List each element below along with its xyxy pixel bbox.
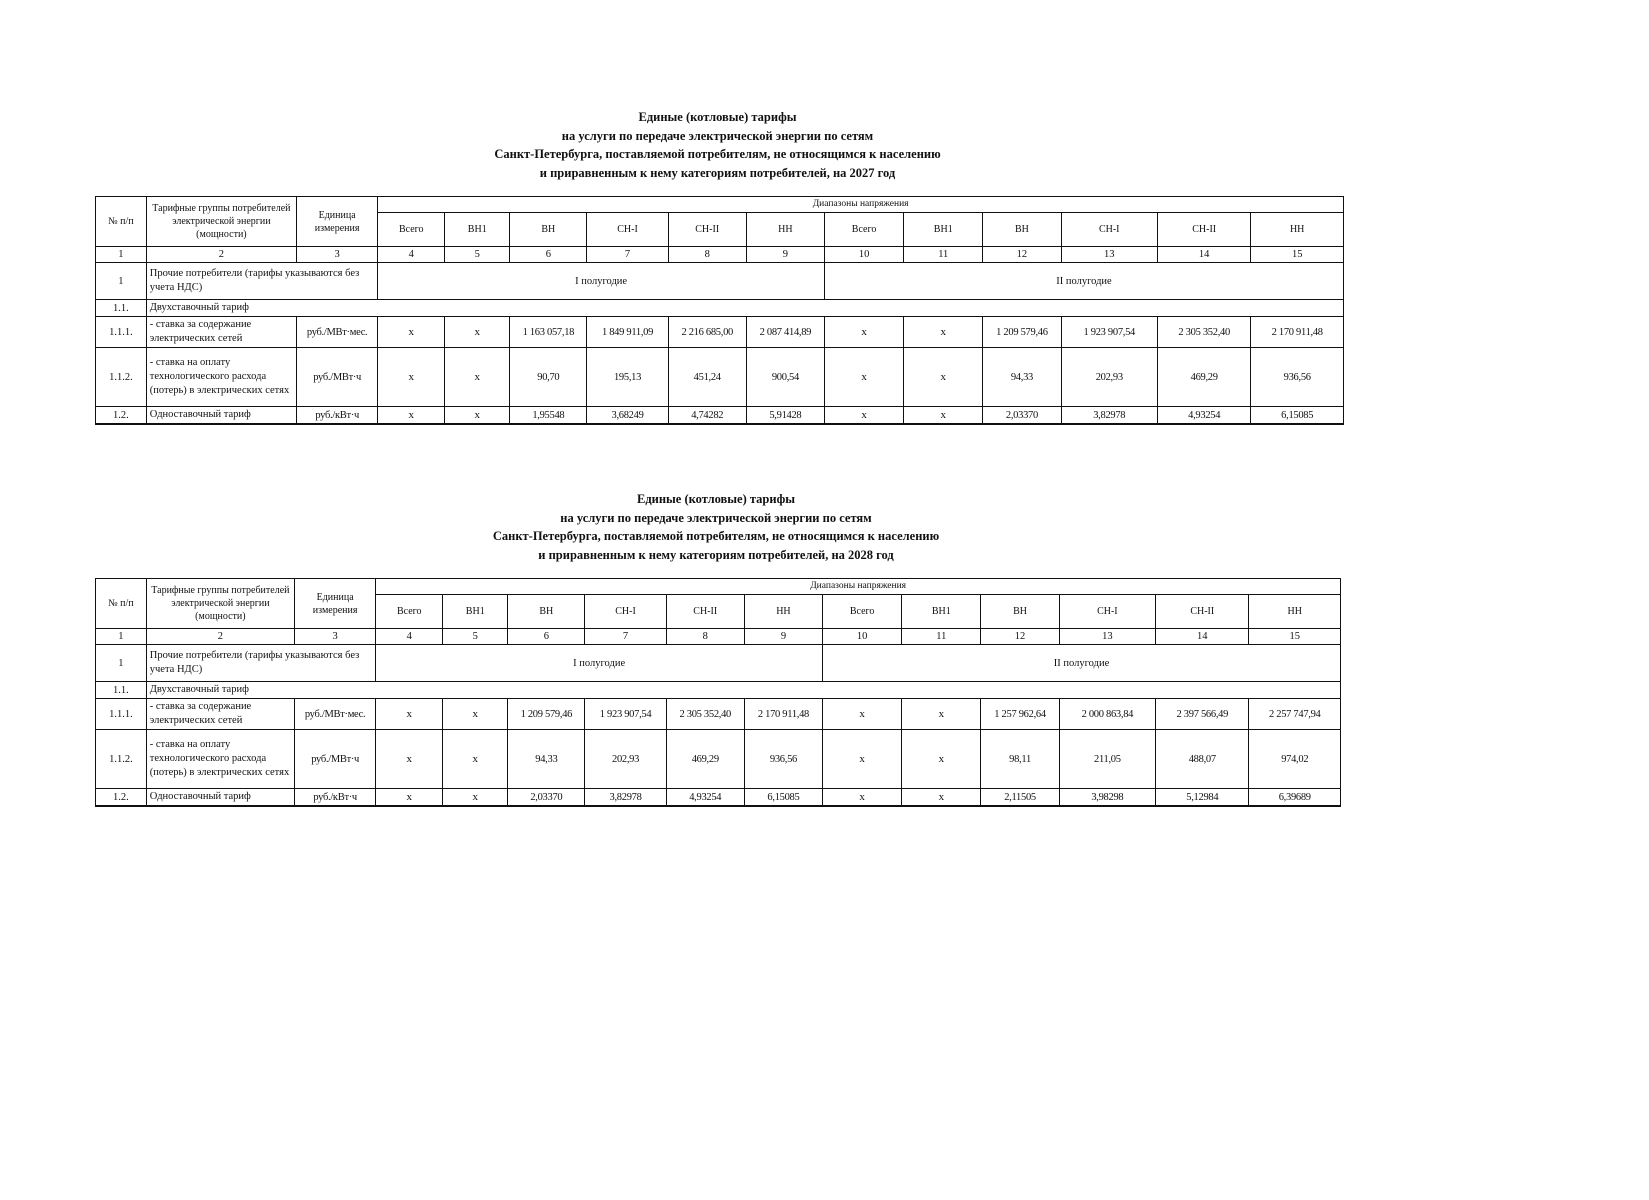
value-cell: 936,56 [744,730,822,789]
value-cell: х [445,317,510,348]
value-cell: 6,39689 [1249,789,1341,807]
value-cell: 5,91428 [746,407,824,425]
value-cell: 3,82978 [585,789,666,807]
row-consumers-label: Прочие потребители (тарифы указываются без учета НДС) [146,645,375,682]
header-voltage-ranges: Диапазоны напряжения [376,579,1341,595]
row-unit: руб./кВт·ч [295,789,376,807]
header-level: СН-II [1156,595,1249,629]
header-level: ВН [981,595,1059,629]
value-cell: х [904,317,983,348]
value-cell: 98,11 [981,730,1059,789]
half-year-1: I полугодие [378,263,825,300]
header-level: ВН [508,595,585,629]
column-number: 1 [96,629,147,645]
tariff-section-2027 [95,108,1344,425]
row-label: - ставка за содержание электрических сетей [146,317,296,348]
row-label: - ставка на оплату технологического расхода (потерь) в электрических сетях [146,348,296,407]
column-number: 6 [510,247,587,263]
header-level: СН-I [587,213,668,247]
value-cell: 3,68249 [587,407,668,425]
value-cell: х [443,699,508,730]
row-two-part-label: Двухставочный тариф [146,300,1343,317]
header-level: ВН [983,213,1061,247]
value-cell: х [378,317,445,348]
value-cell: 2 397 566,49 [1156,699,1249,730]
value-cell: х [376,789,443,807]
value-cell: 469,29 [1157,348,1250,407]
table-row [96,407,1344,425]
value-cell: 4,93254 [666,789,744,807]
value-cell: х [902,699,981,730]
value-cell: х [445,348,510,407]
value-cell: 211,05 [1059,730,1155,789]
column-number: 13 [1061,247,1157,263]
title-line: и приравненным к нему категориям потребителей, на 2027 год [539,165,896,180]
column-number: 12 [983,247,1061,263]
value-cell: 488,07 [1156,730,1249,789]
value-cell: 5,12984 [1156,789,1249,807]
tariff-section-2028 [95,490,1341,807]
column-number: 1 [96,247,147,263]
table-row [96,789,1341,807]
header-level: Всего [824,213,903,247]
title-line: Санкт-Петербурга, поставляемой потребителям, не относящимся к населению [494,147,941,161]
header-level: Всего [378,213,445,247]
value-cell: 3,82978 [1061,407,1157,425]
row-label: - ставка на оплату технологического расхода (потерь) в электрических сетях [146,730,294,789]
value-cell: 2,03370 [508,789,585,807]
title-line: на услуги по передаче электрической энергии по сетям [561,128,874,143]
table-row [96,730,1341,789]
value-cell: х [824,407,903,425]
value-cell: х [904,407,983,425]
value-cell: 1 163 057,18 [510,317,587,348]
row-label: - ставка за содержание электрических сетей [146,699,294,730]
value-cell: 2 000 863,84 [1059,699,1155,730]
value-cell: 2 087 414,89 [746,317,824,348]
value-cell: 2 170 911,48 [744,699,822,730]
header-groups: Тарифные группы потребителей электрической энергии (мощности) [146,197,296,247]
title-line: Единые (котловые) тарифы [638,110,797,124]
value-cell: 1 923 907,54 [1061,317,1157,348]
header-level: СН-I [1059,595,1155,629]
value-cell: 2 216 685,00 [668,317,746,348]
value-cell: х [823,730,902,789]
header-num: № п/п [96,579,147,629]
header-unit: Единица измерения [295,579,376,629]
header-level: ВН1 [904,213,983,247]
value-cell: х [902,730,981,789]
value-cell: 1 849 911,09 [587,317,668,348]
column-number: 10 [823,629,902,645]
column-number: 8 [666,629,744,645]
header-level: ВН1 [445,213,510,247]
header-level: НН [746,213,824,247]
row-num: 1.1. [96,300,147,317]
value-cell: 974,02 [1249,730,1341,789]
header-level: СН-II [1157,213,1250,247]
row-unit: руб./МВт·ч [297,348,378,407]
row-unit: руб./МВт·ч [295,730,376,789]
value-cell: 94,33 [983,348,1061,407]
row-unit: руб./МВт·мес. [295,699,376,730]
header-level: Всего [823,595,902,629]
value-cell: х [378,348,445,407]
table-row [96,699,1341,730]
column-number: 12 [981,629,1059,645]
value-cell: 4,74282 [668,407,746,425]
tariff-table-2028 [95,578,1341,807]
value-cell: 195,13 [587,348,668,407]
value-cell: 202,93 [585,730,666,789]
value-cell: х [904,348,983,407]
column-number: 6 [508,629,585,645]
column-number: 15 [1251,247,1344,263]
row-unit: руб./кВт·ч [297,407,378,425]
row-num: 1.1.1. [96,317,147,348]
tariff-table-2027 [95,196,1344,425]
row-label: Одноставочный тариф [146,407,296,425]
value-cell: х [824,348,903,407]
value-cell: 90,70 [510,348,587,407]
value-cell: х [824,317,903,348]
column-number: 5 [445,247,510,263]
row-num: 1.2. [96,407,147,425]
title-line: Единые (котловые) тарифы [636,492,795,506]
column-number: 8 [668,247,746,263]
column-number: 4 [376,629,443,645]
value-cell: 2,03370 [983,407,1061,425]
column-number: 11 [904,247,983,263]
value-cell: 1 257 962,64 [981,699,1059,730]
row-num: 1 [96,645,147,682]
value-cell: 2 257 747,94 [1249,699,1341,730]
column-number: 14 [1157,247,1250,263]
title-line: Санкт-Петербурга, поставляемой потребителям, не относящимся к населению [492,529,940,543]
column-number: 7 [587,247,668,263]
column-number: 5 [443,629,508,645]
column-number: 9 [744,629,822,645]
row-num: 1.1.2. [96,730,147,789]
value-cell: х [376,730,443,789]
header-groups: Тарифные группы потребителей электрической энергии (мощности) [146,579,294,629]
column-number: 15 [1249,629,1341,645]
value-cell: 451,24 [668,348,746,407]
header-level: СН-I [1061,213,1157,247]
header-level: ВН1 [902,595,981,629]
value-cell: 936,56 [1251,348,1344,407]
header-level: СН-I [585,595,666,629]
table-row [96,348,1344,407]
tariff-title-2028 [91,490,1341,564]
value-cell: х [823,789,902,807]
value-cell: х [445,407,510,425]
header-level: НН [744,595,822,629]
header-level: НН [1249,595,1341,629]
row-two-part-label: Двухставочный тариф [146,682,1340,699]
header-level: Всего [376,595,443,629]
half-year-2: II полугодие [823,645,1341,682]
row-label: Одноставочный тариф [146,789,294,807]
value-cell: 6,15085 [744,789,822,807]
column-number: 2 [146,247,296,263]
row-num: 1.2. [96,789,147,807]
header-level: СН-II [666,595,744,629]
column-number: 3 [297,247,378,263]
value-cell: 202,93 [1061,348,1157,407]
value-cell: 900,54 [746,348,824,407]
value-cell: 1 209 579,46 [508,699,585,730]
value-cell: х [443,789,508,807]
column-number: 14 [1156,629,1249,645]
column-number: 10 [824,247,903,263]
value-cell: 6,15085 [1251,407,1344,425]
column-number: 11 [902,629,981,645]
tariff-title-2027 [91,108,1344,182]
value-cell: 2 305 352,40 [666,699,744,730]
value-cell: х [378,407,445,425]
half-year-1: I полугодие [376,645,823,682]
value-cell: 3,98298 [1059,789,1155,807]
column-number: 13 [1059,629,1155,645]
value-cell: х [443,730,508,789]
header-voltage-ranges: Диапазоны напряжения [378,197,1344,213]
column-number: 4 [378,247,445,263]
header-level: ВН1 [443,595,508,629]
column-number: 9 [746,247,824,263]
column-number: 3 [295,629,376,645]
value-cell: 1,95548 [510,407,587,425]
row-num: 1 [96,263,147,300]
value-cell: 469,29 [666,730,744,789]
header-num: № п/п [96,197,147,247]
row-num: 1.1. [96,682,147,699]
table-row [96,317,1344,348]
title-line: на услуги по передаче электрической энергии по сетям [560,510,872,525]
header-unit: Единица измерения [297,197,378,247]
value-cell: 1 923 907,54 [585,699,666,730]
value-cell: 94,33 [508,730,585,789]
row-consumers-label: Прочие потребители (тарифы указываются без учета НДС) [146,263,377,300]
column-number: 2 [146,629,294,645]
value-cell: 2 170 911,48 [1251,317,1344,348]
row-unit: руб./МВт·мес. [297,317,378,348]
row-num: 1.1.1. [96,699,147,730]
header-level: СН-II [668,213,746,247]
title-line: и приравненным к нему категориям потребителей, на 2028 год [538,547,894,562]
header-level: НН [1251,213,1344,247]
value-cell: х [823,699,902,730]
value-cell: 2 305 352,40 [1157,317,1250,348]
value-cell: х [902,789,981,807]
header-level: ВН [510,213,587,247]
row-num: 1.1.2. [96,348,147,407]
column-number: 7 [585,629,666,645]
half-year-2: II полугодие [824,263,1343,300]
value-cell: 4,93254 [1157,407,1250,425]
value-cell: х [376,699,443,730]
value-cell: 2,11505 [981,789,1059,807]
value-cell: 1 209 579,46 [983,317,1061,348]
